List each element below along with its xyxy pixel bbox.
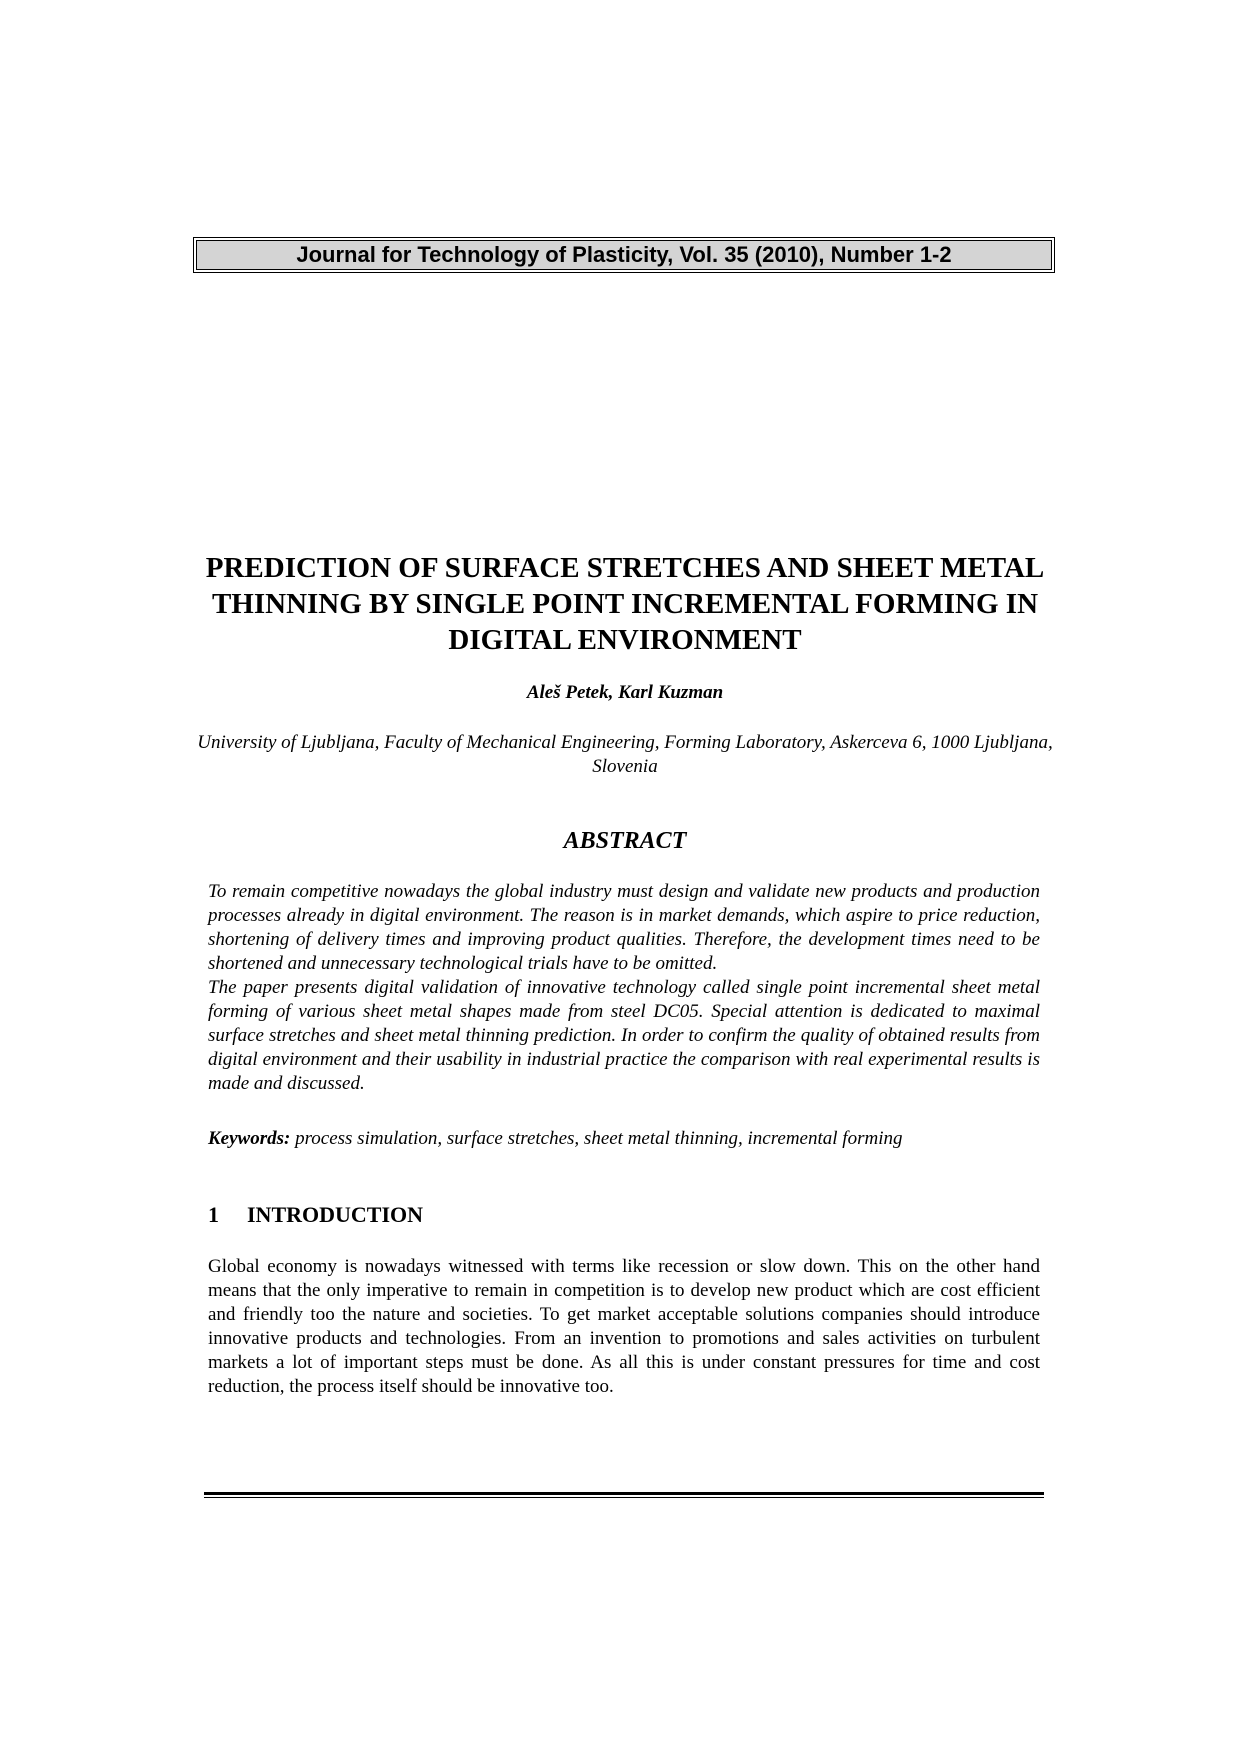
introduction-paragraph: Global economy is nowadays witnessed with terms like recession or slow down. This on the other hand means that the only imperative to remain in competition is to develop new product which are cost efficient and friendly too the nature and societies. To get market acceptable solutions companies should introduce innovative products and technologies. From an invention to promotions and sales activities on turbulent markets a lot of important steps must be done. As all this is under constant pressures for time and cost reduction, the process itself should be innovative too.	[208, 1256, 1040, 1397]
keywords	[208, 1127, 1040, 1151]
journal-header: Journal for Technology of Plasticity, Vol. 35 (2010), Number 1-2	[196, 240, 1052, 270]
introduction-body	[208, 1255, 1040, 1399]
footer-rule	[204, 1492, 1044, 1498]
keywords-label: Keywords:	[208, 1128, 291, 1149]
journal-header-box	[193, 237, 1055, 273]
section-title: INTRODUCTION	[247, 1202, 424, 1227]
abstract-heading: ABSTRACT	[563, 828, 687, 854]
keywords-list: process simulation, surface stretches, sheet metal thinning, incremental forming	[290, 1128, 903, 1149]
section-number: 1	[208, 1202, 219, 1227]
paper-authors: Aleš Petek, Karl Kuzman	[526, 682, 724, 703]
paper-title: PREDICTION OF SURFACE STRETCHES AND SHEET METAL THINNING BY SINGLE POINT INCREMENTAL FORMING IN DIGITAL ENVIRONMENT	[205, 552, 1045, 656]
abstract-paragraph: The paper presents digital validation of innovative technology called single point incremental sheet metal forming of various sheet metal shapes made from steel DC05. Special attention is dedicated to maximal surface stretches and sheet metal thinning prediction. In order to confirm the quality of obtained results from digital environment and their usability in industrial practice the comparison with real experimental results is made and discussed.	[208, 977, 1040, 1094]
paper-affiliation: University of Ljubljana, Faculty of Mechanical Engineering, Forming Laboratory, Askerceva 6, 1000 Ljubljana, Slovenia	[197, 732, 1053, 777]
section-heading	[208, 1201, 1040, 1229]
abstract-paragraph: To remain competitive nowadays the global industry must design and validate new products and production processes already in digital environment. The reason is in market demands, which aspire to price reduction, shortening of delivery times and improving product qualities. Therefore, the development times need to be shortened and unnecessary technological trials have to be omitted.	[208, 881, 1040, 974]
abstract-body	[208, 880, 1040, 1096]
